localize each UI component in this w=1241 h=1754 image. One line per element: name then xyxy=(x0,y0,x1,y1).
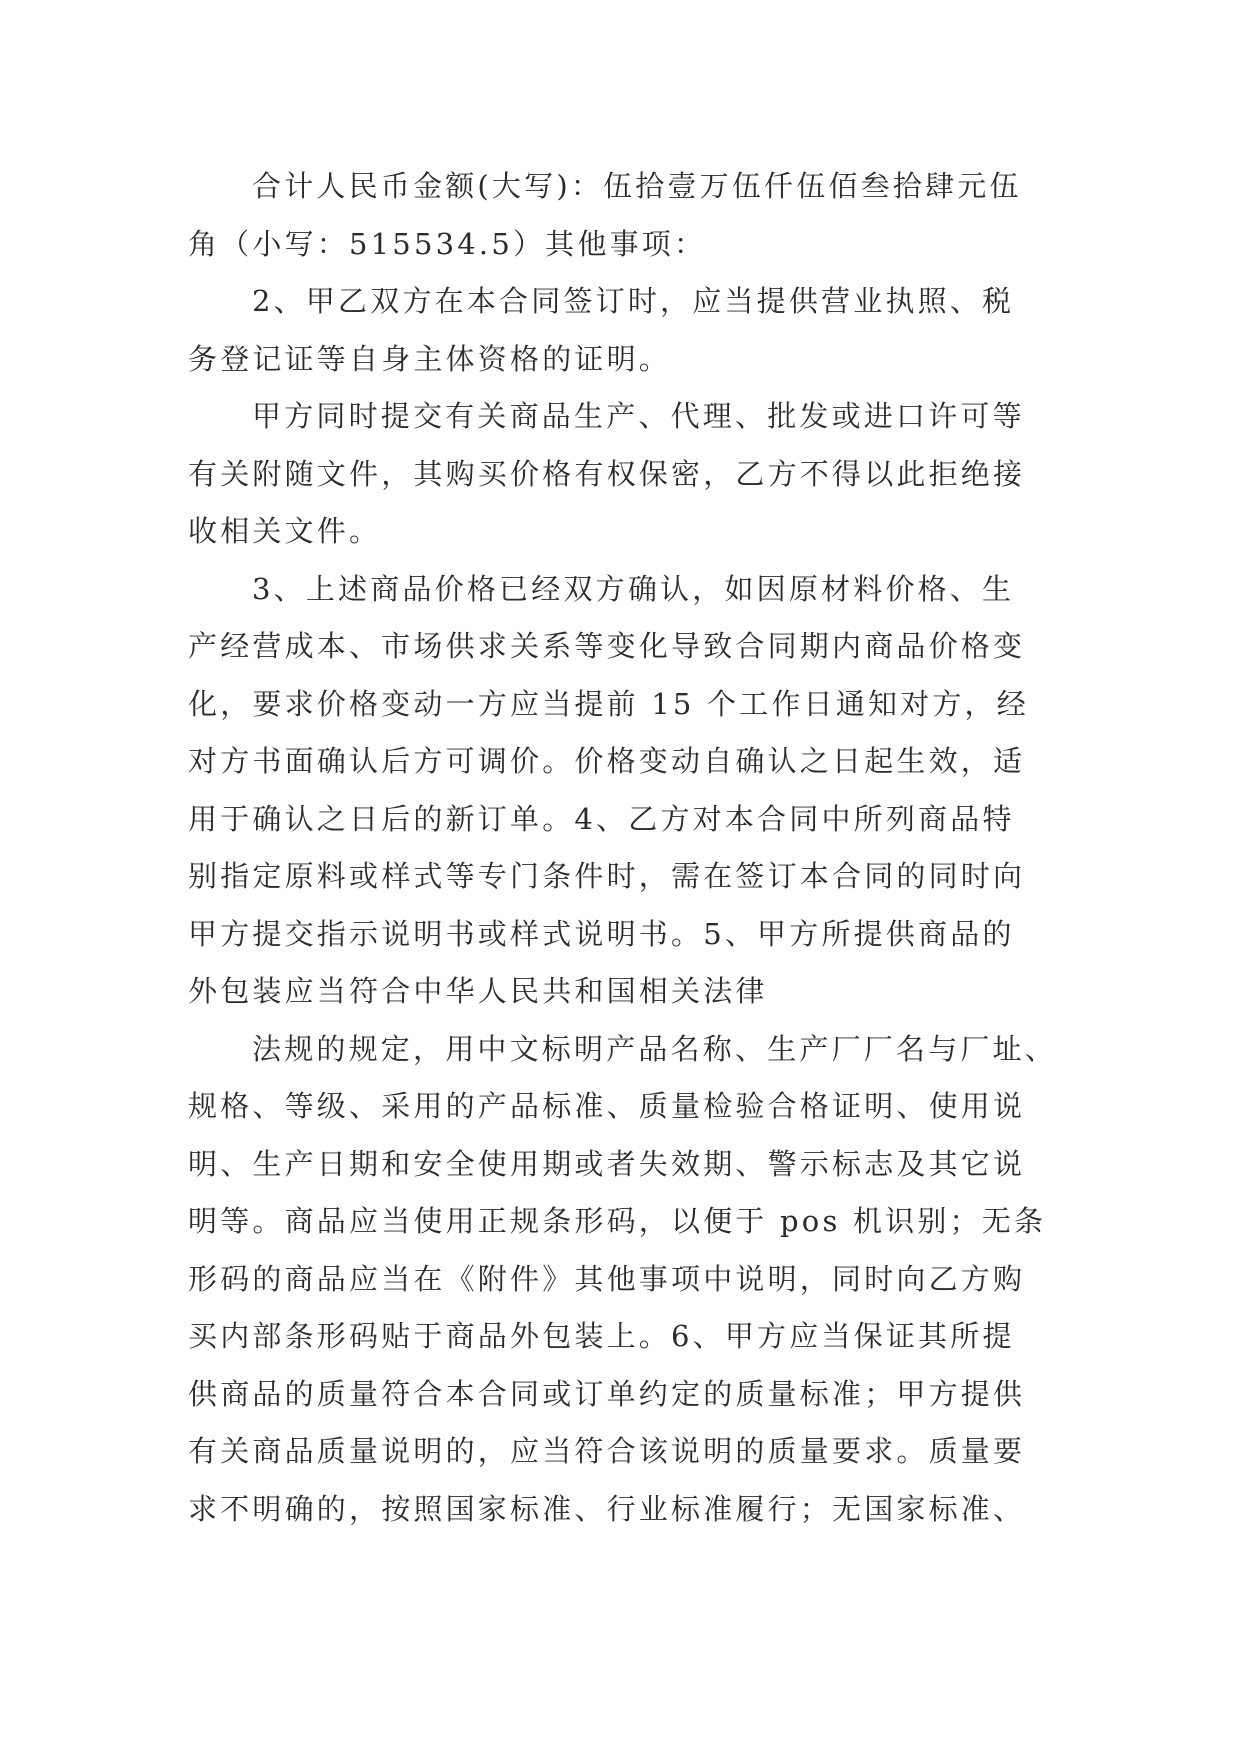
text-line: 产经营成本、市场供求关系等变化导致合同期内商品价格变 xyxy=(188,629,1026,663)
text-line: 务登记证等自身主体资格的证明。 xyxy=(188,341,672,376)
paragraph-total-amount xyxy=(188,158,1058,273)
text-line: 供商品的质量符合本合同或订单约定的质量标准；甲方提供 xyxy=(188,1376,1026,1411)
text-line: 甲方提交指示说明书或样式说明书。5、甲方所提供商品的 xyxy=(188,916,1015,951)
paragraph-clause-3-to-5 xyxy=(188,561,1058,1021)
text-line: 3、上述商品价格已经双方确认，如因原材料价格、生 xyxy=(252,571,1015,606)
text-line: 用于确认之日后的新订单。4、乙方对本合同中所列商品特 xyxy=(188,801,1015,836)
text-line: 化，要求价格变动一方应当提前 15 个工作日通知对方，经 xyxy=(188,686,1029,721)
text-line: 对方书面确认后方可调价。价格变动自确认之日起生效，适 xyxy=(188,744,1026,778)
text-line: 求不明确的，按照国家标准、行业标准履行；无国家标准、 xyxy=(188,1491,1026,1526)
paragraph-party-a-documents xyxy=(188,388,1058,561)
text-line: 收相关文件。 xyxy=(188,514,382,548)
document-body xyxy=(188,158,1058,1538)
text-line: 别指定原料或样式等专门条件时，需在签订本合同的同时向 xyxy=(188,859,1026,893)
text-line: 角（小写：515534.5）其他事项： xyxy=(188,226,707,261)
text-line: 外包装应当符合中华人民共和国相关法律 xyxy=(188,974,768,1008)
text-line: 形码的商品应当在《附件》其他事项中说明，同时向乙方购 xyxy=(188,1261,1026,1296)
text-line: 有关附随文件，其购买价格有权保密，乙方不得以此拒绝接 xyxy=(188,456,1026,491)
paragraph-clause-2 xyxy=(188,273,1058,388)
text-line: 明等。商品应当使用正规条形码，以便于 pos 机识别；无条 xyxy=(188,1204,1047,1238)
paragraph-regulations-and-clause-6 xyxy=(188,1021,1058,1539)
text-line: 2、甲乙双方在本合同签订时，应当提供营业执照、税 xyxy=(252,284,1015,318)
text-line: 有关商品质量说明的，应当符合该说明的质量要求。质量要 xyxy=(188,1434,1026,1468)
text-line: 合计人民币金额(大写)：伍拾壹万伍仟伍佰叁拾肆元伍 xyxy=(252,169,1022,203)
text-line: 买内部条形码贴于商品外包装上。6、甲方应当保证其所提 xyxy=(188,1319,1015,1353)
text-line: 规格、等级、采用的产品标准、质量检验合格证明、使用说 xyxy=(188,1089,1026,1123)
text-line: 甲方同时提交有关商品生产、代理、批发或进口许可等 xyxy=(252,399,1025,433)
text-line: 明、生产日期和安全使用期或者失效期、警示标志及其它说 xyxy=(188,1146,1026,1181)
text-line: 法规的规定，用中文标明产品名称、生产厂厂名与厂址、 xyxy=(252,1031,1058,1066)
